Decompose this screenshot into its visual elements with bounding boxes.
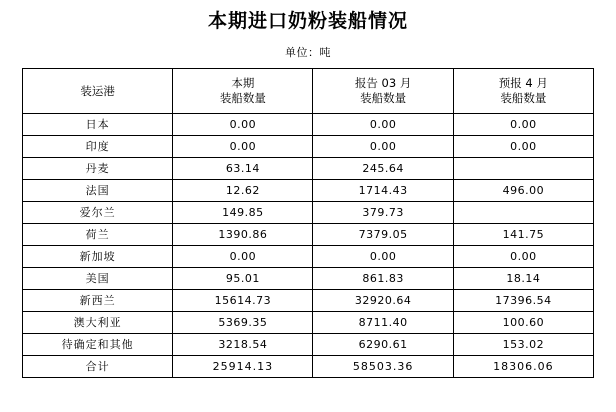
cell-march: 32920.64 — [313, 290, 453, 312]
table-row — [23, 224, 594, 246]
cell-april: 496.00 — [453, 180, 593, 202]
cell-total-label: 合计 — [23, 356, 173, 378]
column-header-port — [23, 69, 173, 114]
table-row — [23, 290, 594, 312]
cell-april — [453, 202, 593, 224]
cell-april: 153.02 — [453, 334, 593, 356]
column-header-current — [173, 69, 313, 114]
cell-march: 379.73 — [313, 202, 453, 224]
table-row — [23, 246, 594, 268]
cell-port: 新加坡 — [23, 246, 173, 268]
column-header-current-line1: 本期 — [231, 76, 255, 90]
cell-april: 141.75 — [453, 224, 593, 246]
table-row — [23, 136, 594, 158]
cell-april: 0.00 — [453, 114, 593, 136]
cell-current: 0.00 — [173, 246, 313, 268]
table-header — [23, 69, 594, 114]
cell-port: 荷兰 — [23, 224, 173, 246]
cell-current: 95.01 — [173, 268, 313, 290]
table-container — [0, 68, 616, 378]
cell-march: 6290.61 — [313, 334, 453, 356]
cell-march: 8711.40 — [313, 312, 453, 334]
cell-port: 美国 — [23, 268, 173, 290]
column-header-april-line2: 装船数量 — [500, 91, 547, 105]
cell-current: 63.14 — [173, 158, 313, 180]
table-body — [23, 114, 594, 378]
table-row — [23, 312, 594, 334]
column-header-current-line2: 装船数量 — [219, 91, 266, 105]
cell-port: 新西兰 — [23, 290, 173, 312]
table-header-row — [23, 69, 594, 114]
cell-port: 法国 — [23, 180, 173, 202]
cell-current: 0.00 — [173, 136, 313, 158]
cell-april: 18.14 — [453, 268, 593, 290]
unit-note: 单位：吨 — [285, 46, 331, 59]
cell-port: 澳大利亚 — [23, 312, 173, 334]
column-header-march-line2: 装船数量 — [360, 91, 407, 105]
cell-port: 日本 — [23, 114, 173, 136]
cell-current: 149.85 — [173, 202, 313, 224]
table-total-row — [23, 356, 594, 378]
cell-current: 12.62 — [173, 180, 313, 202]
cell-total-march: 58503.36 — [313, 356, 453, 378]
column-header-march-line1: 报告 03 月 — [354, 76, 412, 90]
cell-march: 0.00 — [313, 246, 453, 268]
cell-april: 17396.54 — [453, 290, 593, 312]
table-row — [23, 202, 594, 224]
column-header-april — [453, 69, 593, 114]
cell-current: 0.00 — [173, 114, 313, 136]
page-title: 本期进口奶粉装船情况 — [207, 10, 408, 32]
table-row — [23, 114, 594, 136]
cell-march: 0.00 — [313, 136, 453, 158]
cell-current: 3218.54 — [173, 334, 313, 356]
table-row — [23, 334, 594, 356]
cell-march: 0.00 — [313, 114, 453, 136]
cell-current: 15614.73 — [173, 290, 313, 312]
cell-april — [453, 158, 593, 180]
shipment-table — [22, 68, 594, 378]
cell-march: 1714.43 — [313, 180, 453, 202]
column-header-april-line1: 预报 4 月 — [498, 76, 548, 90]
cell-april: 100.60 — [453, 312, 593, 334]
cell-total-current: 25914.13 — [173, 356, 313, 378]
cell-april: 0.00 — [453, 246, 593, 268]
cell-march: 7379.05 — [313, 224, 453, 246]
table-row — [23, 158, 594, 180]
cell-port: 爱尔兰 — [23, 202, 173, 224]
cell-port: 丹麦 — [23, 158, 173, 180]
cell-april: 0.00 — [453, 136, 593, 158]
cell-port: 待确定和其他 — [23, 334, 173, 356]
table-row — [23, 268, 594, 290]
cell-current: 1390.86 — [173, 224, 313, 246]
cell-port: 印度 — [23, 136, 173, 158]
cell-march: 861.83 — [313, 268, 453, 290]
column-header-march — [313, 69, 453, 114]
table-row — [23, 180, 594, 202]
cell-current: 5369.35 — [173, 312, 313, 334]
cell-total-april: 18306.06 — [453, 356, 593, 378]
cell-march: 245.64 — [313, 158, 453, 180]
column-header-port-line1: 装运港 — [80, 83, 115, 98]
